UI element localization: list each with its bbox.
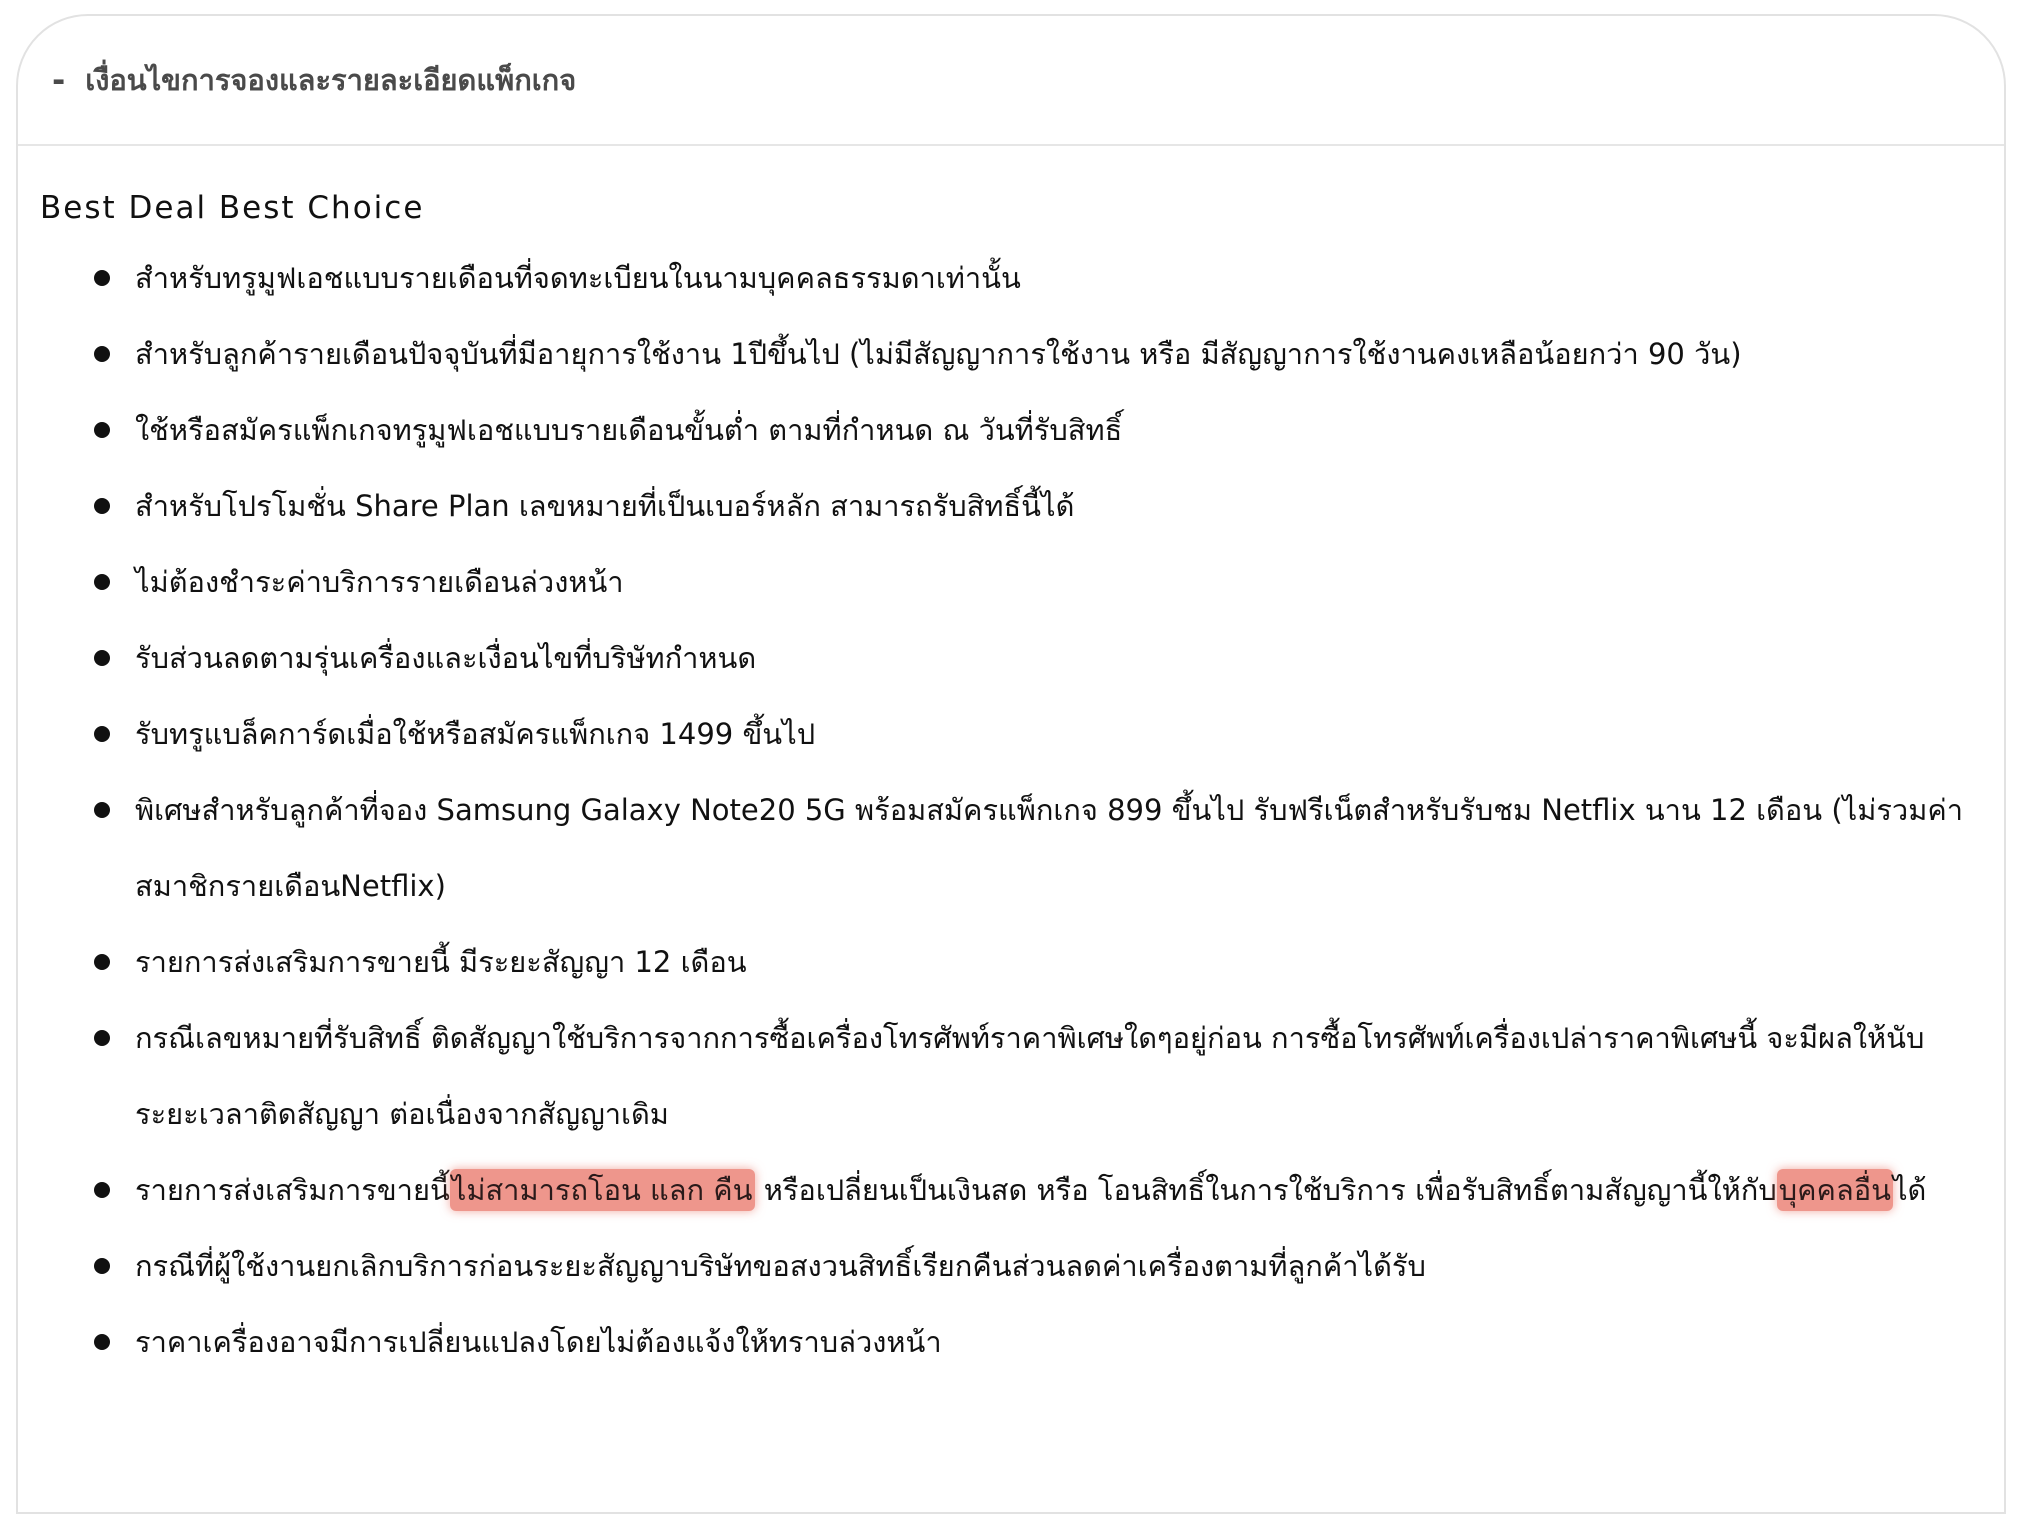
highlight-no-transfer: ไม่สามารถโอน แลก คืน bbox=[450, 1169, 755, 1211]
collapse-minus-icon[interactable]: - bbox=[52, 61, 66, 99]
accordion-header[interactable] bbox=[18, 16, 2004, 146]
accordion-content bbox=[18, 146, 2004, 1380]
term-item: สำหรับลูกค้ารายเดือนปัจจุบันที่มีอายุการใช้งาน 1ปีขึ้นไป (ไม่มีสัญญาการใช้งาน หรือ มีสัญญาการใช้งานคงเหลือน้อยกว่า 90 วัน) bbox=[40, 316, 2004, 392]
term-item: ใช้หรือสมัครแพ็กเกจทรูมูฟเอชแบบรายเดือนขั้นต่ำ ตามที่กำหนด ณ วันที่รับสิทธิ์ bbox=[40, 392, 2004, 468]
accordion-title[interactable]: เงื่อนไขการจองและรายละเอียดแพ็กเกจ bbox=[85, 63, 577, 97]
terms-card bbox=[16, 14, 2006, 1514]
term-item: สำหรับโปรโมชั่น Share Plan เลขหมายที่เป็นเบอร์หลัก สามารถรับสิทธิ์นี้ได้ bbox=[40, 468, 2004, 544]
term-text: รายการส่งเสริมการขายนี้ bbox=[135, 1173, 450, 1207]
term-item: รายการส่งเสริมการขายนี้ มีระยะสัญญา 12 เดือน bbox=[40, 924, 2004, 1000]
term-item: ราคาเครื่องอาจมีการเปลี่ยนแปลงโดยไม่ต้องแจ้งให้ทราบล่วงหน้า bbox=[40, 1304, 2004, 1380]
term-item: รับส่วนลดตามรุ่นเครื่องและเงื่อนไขที่บริษัทกำหนด bbox=[40, 620, 2004, 696]
term-item: สำหรับทรูมูฟเอชแบบรายเดือนที่จดทะเบียนในนามบุคคลธรรมดาเท่านั้น bbox=[40, 240, 2004, 316]
term-text: หรือเปลี่ยนเป็นเงินสด หรือ โอนสิทธิ์ในการใช้บริการ เพื่อรับสิทธิ์ตามสัญญานี้ให้กับ bbox=[754, 1173, 1777, 1207]
highlight-other-person: บุคคลอื่น bbox=[1777, 1169, 1893, 1211]
term-item: กรณีเลขหมายที่รับสิทธิ์ ติดสัญญาใช้บริการจากการซื้อเครื่องโทรศัพท์ราคาพิเศษใดๆอยู่ก่อน การซื้อโทรศัพท์เครื่องเปล่าราคาพิเศษนี้ จะมีผลให้นับระยะเวลาติดสัญญา ต่อเนื่องจากสัญญาเดิม bbox=[40, 1000, 2004, 1152]
term-item-highlighted bbox=[40, 1152, 2004, 1228]
term-item: รับทรูแบล็คการ์ดเมื่อใช้หรือสมัครแพ็กเกจ 1499 ขึ้นไป bbox=[40, 696, 2004, 772]
section-title: Best Deal Best Choice bbox=[40, 190, 425, 226]
term-item: ไม่ต้องชำระค่าบริการรายเดือนล่วงหน้า bbox=[40, 544, 2004, 620]
term-item: พิเศษสำหรับลูกค้าที่จอง Samsung Galaxy Note20 5G พร้อมสมัครแพ็กเกจ 899 ขึ้นไป รับฟรีเน็ตสำหรับรับชม Netflix นาน 12 เดือน (ไม่รวมค่าสมาชิกรายเดือนNetflix) bbox=[40, 772, 2004, 924]
term-text: ได้ bbox=[1892, 1173, 1927, 1207]
terms-list bbox=[40, 240, 2004, 1380]
term-item: กรณีที่ผู้ใช้งานยกเลิกบริการก่อนระยะสัญญาบริษัทขอสงวนสิทธิ์เรียกคืนส่วนลดค่าเครื่องตามที่ลูกค้าได้รับ bbox=[40, 1228, 2004, 1304]
